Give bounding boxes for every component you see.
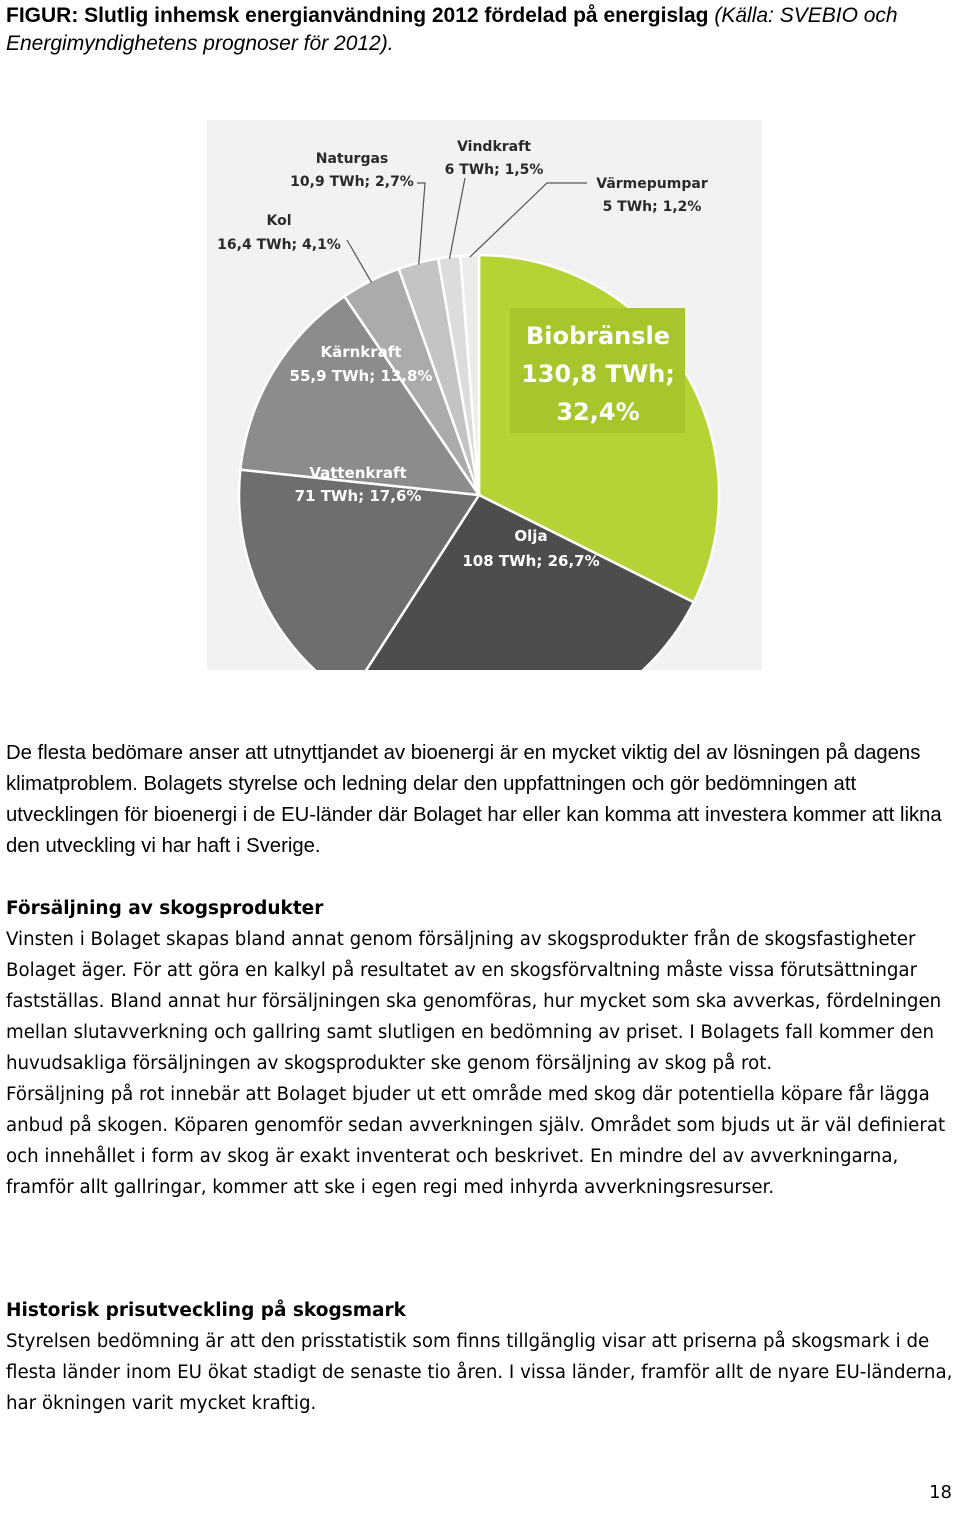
section-paragraph: Försäljning på rot innebär att Bolaget bjuder ut ett område med skog där potentiella köpare får lägga anbud på skogen. Köparen genomför sedan avverkningen själv. Området som bjuds ut är väl definierat och innehållet i form av skog är exakt inventerat och beskrivet. En mindre del av avverkningarna, framför allt gallringar, kommer att ske i egen regi med inhyrda avverkningsresurser. (6, 1084, 946, 1198)
caption-title: FIGUR: Slutlig inhemsk energianvändning 2012 fördelad på energislag (6, 4, 709, 27)
section-forsaljning (6, 893, 956, 1203)
page-number: 18 (929, 1482, 952, 1503)
pie-chart (207, 120, 762, 670)
leader-line-vindkraft (449, 178, 465, 259)
pie-chart-svg (207, 120, 762, 670)
caption-source: (Källa: SVEBIO och Energimyndighetens prognoser för 2012). (6, 4, 898, 55)
section-paragraph: Styrelsen bedömning är att den prisstatistik som finns tillgänglig visar att priserna på skogsmark i de flesta länder inom EU ökat stadigt de senaste tio åren. I vissa länder, framför allt de nyare EU-länderna, har ökningen varit mycket kraftig. (6, 1331, 953, 1414)
label-kol: Kol 16,4 TWh; 4,1% (217, 213, 341, 253)
label-biobransle: Biobränsle 130,8 TWh; 32,4% (521, 322, 675, 426)
label-vindkraft: Vindkraft 6 TWh; 1,5% (444, 139, 544, 178)
intro-paragraph: De flesta bedömare anser att utnyttjandet av bioenergi är en mycket viktig del av lösningen på dagens klimatproblem. Bolagets styrelse och ledning delar den uppfattningen och gör bedömningen att utvecklingen för bioenergi i de EU-länder där Bolaget har eller kan komma att investera kommer att likna den utveckling vi har haft i Sverige. (6, 742, 942, 857)
label-naturgas: Naturgas 10,9 TWh; 2,7% (290, 151, 414, 190)
leader-line-naturgas (417, 183, 425, 265)
leader-line-varmepumpar (470, 183, 587, 257)
section-paragraph: Vinsten i Bolaget skapas bland annat genom försäljning av skogsprodukter från de skogsfastigheter Bolaget äger. För att göra en kalkyl på resultatet av en skogsförvaltning måste vissa förutsättningar fastställas. Bland annat hur försäljningen ska genomföras, hur mycket som ska avverkas, fördelningen mellan slutavverkning och gallring samt slutligen en bedömning av priset. I Bolagets fall kommer den huvudsakliga försäljningen av skogsprodukter ske genom försäljning av skog på rot. (6, 929, 942, 1074)
figure-caption (6, 2, 946, 58)
section-heading: Historisk prisutveckling på skogsmark (6, 1300, 406, 1321)
label-vattenkraft: Vattenkraft 71 TWh; 17,6% (294, 464, 422, 505)
section-prisutveckling (6, 1295, 956, 1419)
label-karnkraft: Kärnkraft 55,9 TWh; 13,8% (289, 343, 433, 385)
label-varmepumpar: Värmepumpar 5 TWh; 1,2% (596, 176, 708, 215)
label-olja: Olja 108 TWh; 26,7% (462, 527, 600, 570)
section-heading: Försäljning av skogsprodukter (6, 898, 324, 919)
leader-line-kol (347, 240, 372, 283)
